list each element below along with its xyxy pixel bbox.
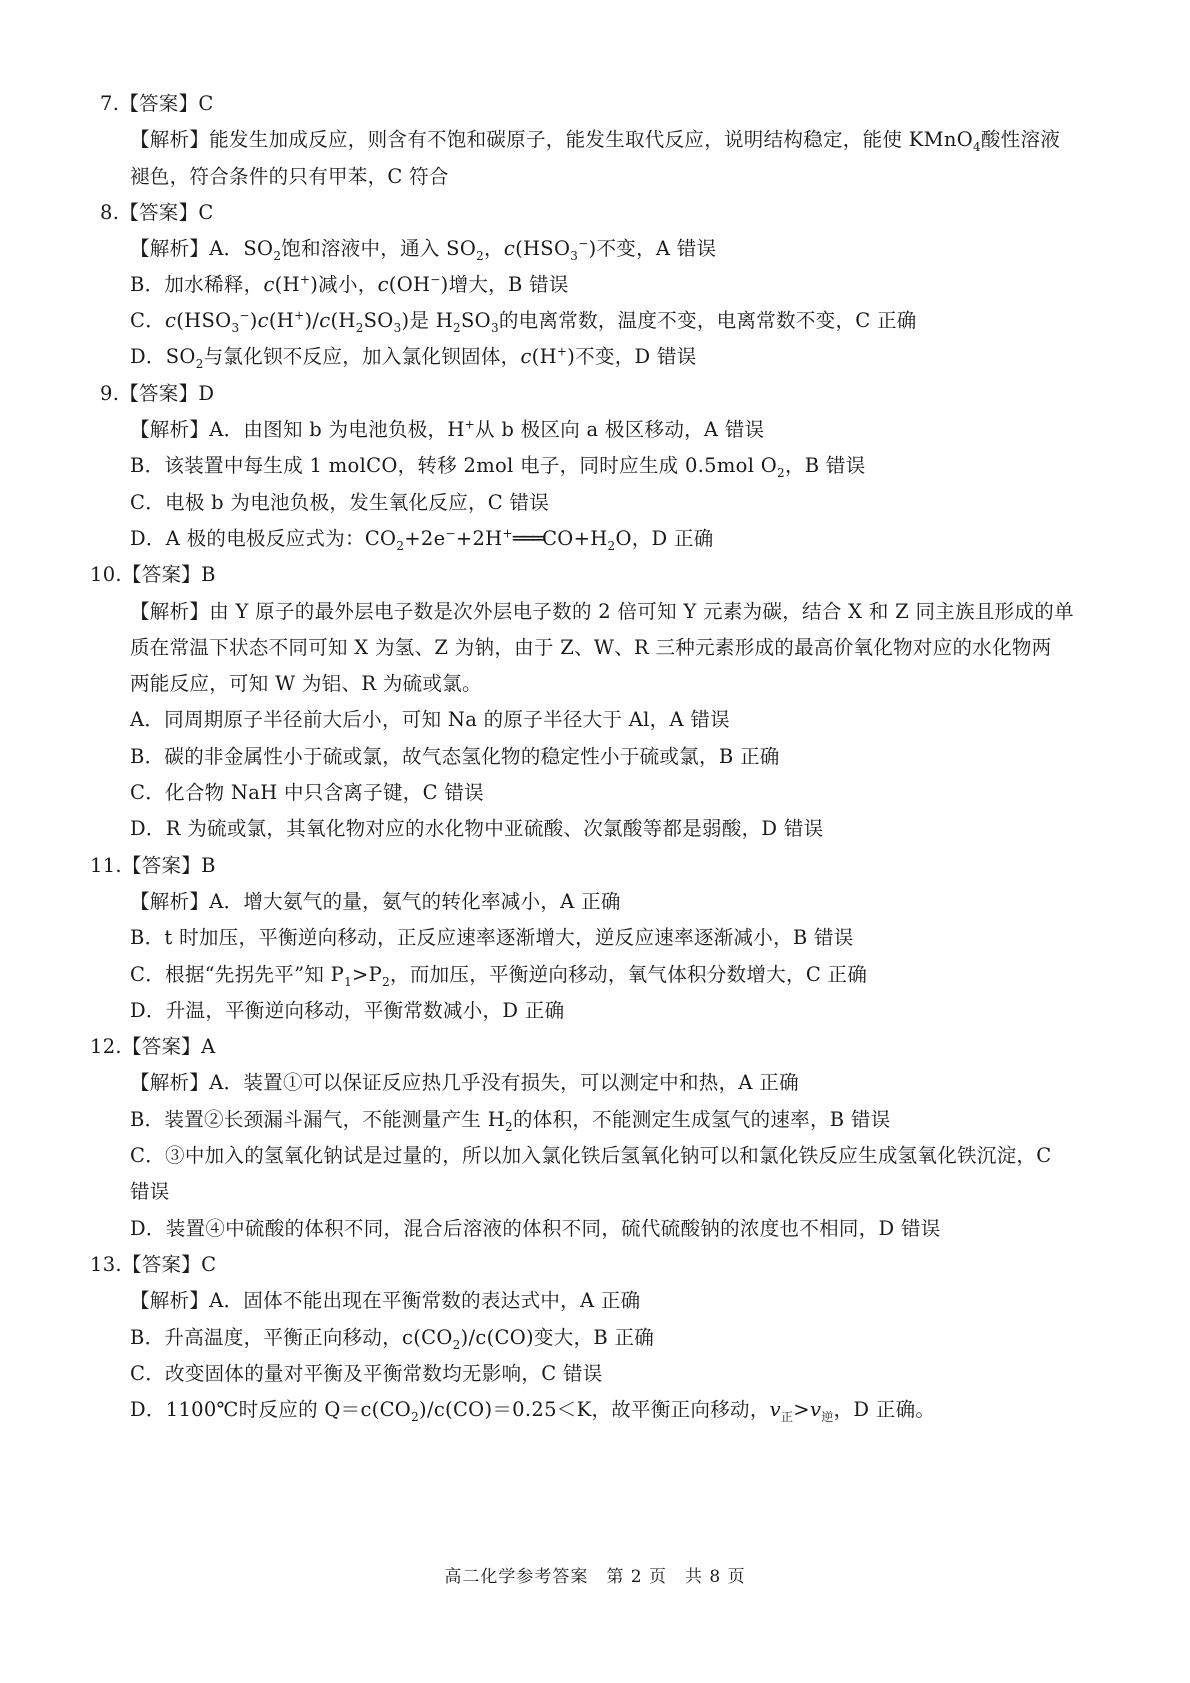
q12-option-d: D．装置④中硫酸的体积不同，混合后溶液的体积不同，硫代硫酸钠的浓度也不相同，D 错误	[130, 1217, 941, 1240]
q13-option-a: 【解析】A．固体不能出现在平衡常数的表达式中，A 正确	[130, 1289, 641, 1312]
q12-answer: 12.【答案】A	[90, 1035, 216, 1058]
q13-answer: 13.【答案】C	[90, 1253, 217, 1276]
q11-answer: 11.【答案】B	[90, 854, 216, 877]
q10-option-d: D．R 为硫或氯，其氧化物对应的水化物中亚硫酸、次氯酸等都是弱酸，D 错误	[130, 817, 824, 840]
q8-answer: 8.【答案】C	[100, 201, 214, 224]
q8-option-b: B．加水稀释，c(H+)减小，c(OH−)增大，B 错误	[130, 272, 569, 296]
q11-option-d: D．升温，平衡逆向移动，平衡常数减小，D 正确	[130, 999, 565, 1022]
q10-explanation-line2: 质在常温下状态不同可知 X 为氢、Z 为钠，由于 Z、W、R 三种元素形成的最高价氧化物对应的水化物两	[130, 636, 1052, 659]
q11-option-b: B．t 时加压，平衡逆向移动，正反应速率逐渐增大，逆反应速率逐渐减小，B 错误	[130, 926, 854, 949]
q12-option-b: B．装置②长颈漏斗漏气，不能测量产生 $H_2$的体积，不能测定生成氢气的速率，B 错误	[130, 1108, 891, 1134]
q10-option-c: C．化合物 NaH 中只含离子键，C 错误	[130, 781, 484, 804]
q12-option-c-line2: 错误	[130, 1180, 170, 1203]
q12-option-c-line1: C．③中加入的氢氧化钠试是过量的，所以加入氯化铁后氢氧化钠可以和氯化铁反应生成氢氧化铁沉淀，C	[130, 1144, 1052, 1167]
q13-option-b: B．升高温度，平衡正向移动，$c(CO_2)/c(CO)$变大，B 正确	[130, 1326, 655, 1352]
q8-option-c: C．$c(HSO_3^-)c(H^+)/c(H_2SO_3)$是 $H_2SO_3$的电离常数，温度不变，电离常数不变，C 正确	[130, 308, 917, 335]
q9-answer: 9.【答案】D	[100, 382, 215, 405]
q10-option-a: A．同周期原子半径前大后小，可知 Na 的原子半径大于 Al，A 错误	[130, 708, 730, 731]
q9-option-b: B．该装置中每生成 1 molCO，转移 2mol 电子，同时应生成 0.5mol $O_2$，B 错误	[130, 454, 866, 480]
q11-option-a: 【解析】A．增大氨气的量，氨气的转化率减小，A 正确	[130, 890, 621, 913]
page-footer: 高二化学参考答案 第 2 页 共 8 页	[444, 1567, 746, 1587]
q10-explanation-line1: 【解析】由 Y 原子的最外层电子数是次外层电子数的 2 倍可知 Y 元素为碳，结合 X 和 Z 同主族且形成的单	[130, 600, 1074, 623]
q9-option-c: C．电极 b 为电池负极，发生氧化反应，C 错误	[130, 491, 550, 514]
q11-option-c: C．根据“先拐先平”知 $P_1>P_2$，而加压，平衡逆向移动，氧气体积分数增大，C 正确	[130, 963, 868, 989]
q10-explanation-line3: 两能反应，可知 W 为铝、R 为硫或氯。	[130, 672, 482, 695]
q7-explanation-line1: 【解析】能发生加成反应，则含有不饱和碳原子，能发生取代反应，说明结构稳定，能使 KMnO$_4$酸性溶液	[130, 128, 1061, 154]
q8-option-d: D．$SO_2$与氯化钡不反应，加入氯化钡固体，c(H+)不变，D 错误	[130, 344, 697, 371]
q12-option-a: 【解析】A．装置①可以保证反应热几乎没有损失，可以测定中和热，A 正确	[130, 1071, 799, 1094]
q7-answer: 7.【答案】C	[100, 92, 214, 115]
q9-option-d: D．A 极的电极反应式为：$CO_2+2e^-+2H^+═══CO+H_2O$，D 正确	[130, 526, 714, 553]
q9-option-a: 【解析】A．由图知 b 为电池负极，H+从 b 极区向 a 极区移动，A 错误	[130, 417, 765, 441]
q13-option-c: C．改变固体的量对平衡及平衡常数均无影响，C 错误	[130, 1362, 603, 1385]
q10-answer: 10.【答案】B	[90, 563, 216, 586]
q13-option-d: D．1100℃时反应的 $Q=c(CO_2)/c(CO)=0.25<K$，故平衡正向移动，$v_正>v_逆$，D 正确。	[130, 1398, 936, 1424]
q10-option-b: B．碳的非金属性小于硫或氯，故气态氢化物的稳定性小于硫或氯，B 正确	[130, 745, 780, 768]
q8-option-a: 【解析】A．$SO_2$饱和溶液中，通入 $SO_2$，$c(HSO_3^-)$不变，A 错误	[130, 236, 717, 263]
q7-explanation-line2: 褪色，符合条件的只有甲苯，C 符合	[130, 165, 449, 188]
